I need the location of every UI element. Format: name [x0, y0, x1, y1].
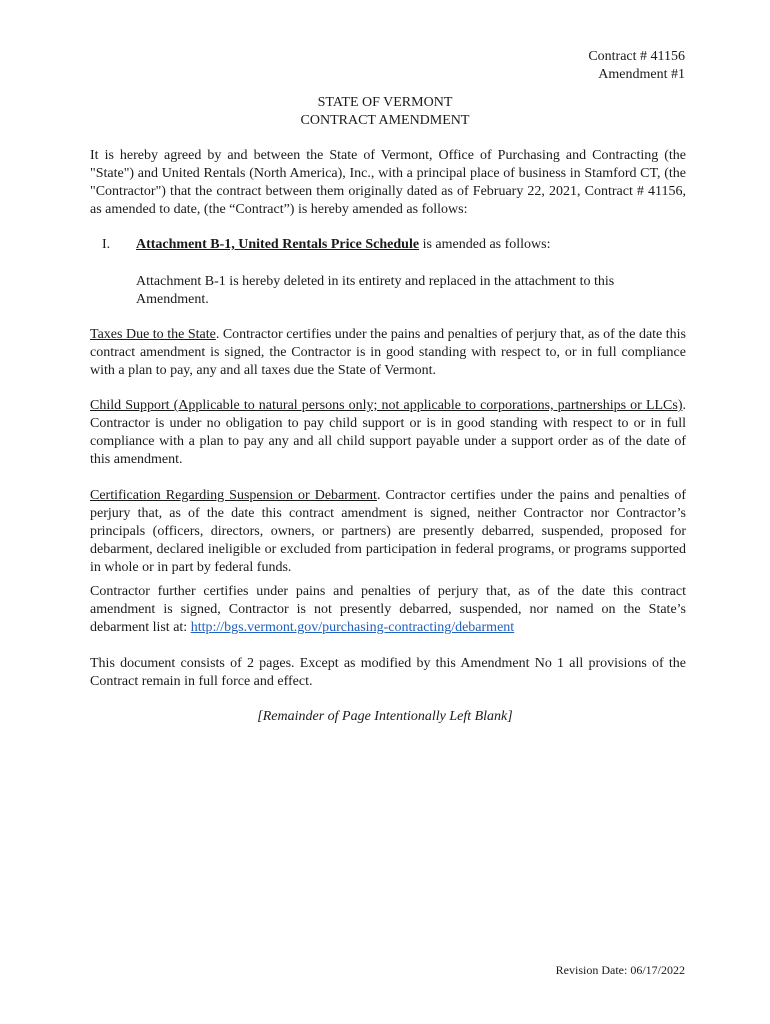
taxes-heading: Taxes Due to the State — [90, 327, 216, 342]
debarment-heading: Certification Regarding Suspension or Debarment — [90, 488, 377, 503]
debarment-body: . Contractor certifies under the pains and penalties of perjury that, as of the date this contract amendment is signed, neither Contractor nor Contractor’s principals (officers, directors, owners, or partners) are presently debarred, suspended, proposed for debarment, declared ineligible or excluded from participation in federal programs, or programs supported in whole or in part by federal funds. — [90, 488, 686, 575]
amendment-number: Amendment #1 — [598, 67, 685, 82]
further-certification-paragraph — [90, 583, 686, 637]
section-1-heading — [136, 236, 686, 254]
debarment-list-link[interactable]: http://bgs.vermont.gov/purchasing-contracting/debarment — [190, 620, 515, 635]
debarment-paragraph — [90, 487, 686, 577]
pages-note-paragraph: This document consists of 2 pages. Except as modified by this Amendment No 1 all provisions of the Contract remain in full force and effect. — [90, 656, 686, 689]
child-support-body: . Contractor is under no obligation to pay child support or is in good standing with respect to or in full compliance with a plan to pay any and all child support payable under a support order as of the date of this amendment. — [90, 398, 686, 467]
header-block — [588, 48, 685, 84]
revision-date: Revision Date: 06/17/2022 — [555, 963, 685, 977]
section-1-heading-text: Attachment B-1, United Rentals Price Schedule — [136, 237, 420, 252]
section-numeral: I. — [102, 237, 111, 252]
contract-number: Contract # 41156 — [588, 49, 685, 64]
intro-paragraph: It is hereby agreed by and between the State of Vermont, Office of Purchasing and Contracting (the "State") and United Rentals (North America), Inc., with a principal place of business in Stamford CT, (the "Contractor") that the contract between them originally dated as of February 22, 2021, Contract # 41156, as amended to date, (the “Contract”) is hereby amended as follows: — [90, 148, 686, 217]
title-line-1: STATE OF VERMONT — [317, 95, 453, 110]
child-support-paragraph — [90, 397, 686, 469]
taxes-body: . Contractor certifies under the pains and penalties of perjury that, as of the date this contract amendment is signed, the Contractor is in good standing with respect to, or in full compliance with a plan to pay, any and all taxes due the State of Vermont. — [90, 327, 686, 378]
taxes-paragraph — [90, 326, 686, 380]
remainder-note: [Remainder of Page Intentionally Left Blank] — [257, 709, 513, 724]
section-1-body: Attachment B-1 is hereby deleted in its entirety and replaced in the attachment to this Amendment. — [136, 274, 615, 307]
title-line-2: CONTRACT AMENDMENT — [300, 113, 470, 128]
further-body: Contractor further certifies under pains and penalties of perjury that, as of the date this contract amendment is signed, Contractor is not presently debarred, suspended, nor named on the State’s debarment list at: — [90, 584, 686, 635]
document-title — [0, 94, 770, 130]
child-support-heading: Child Support (Applicable to natural persons only; not applicable to corporations, partnerships or LLCs) — [90, 398, 683, 413]
section-1-heading-suffix: is amended as follows: — [419, 237, 551, 252]
